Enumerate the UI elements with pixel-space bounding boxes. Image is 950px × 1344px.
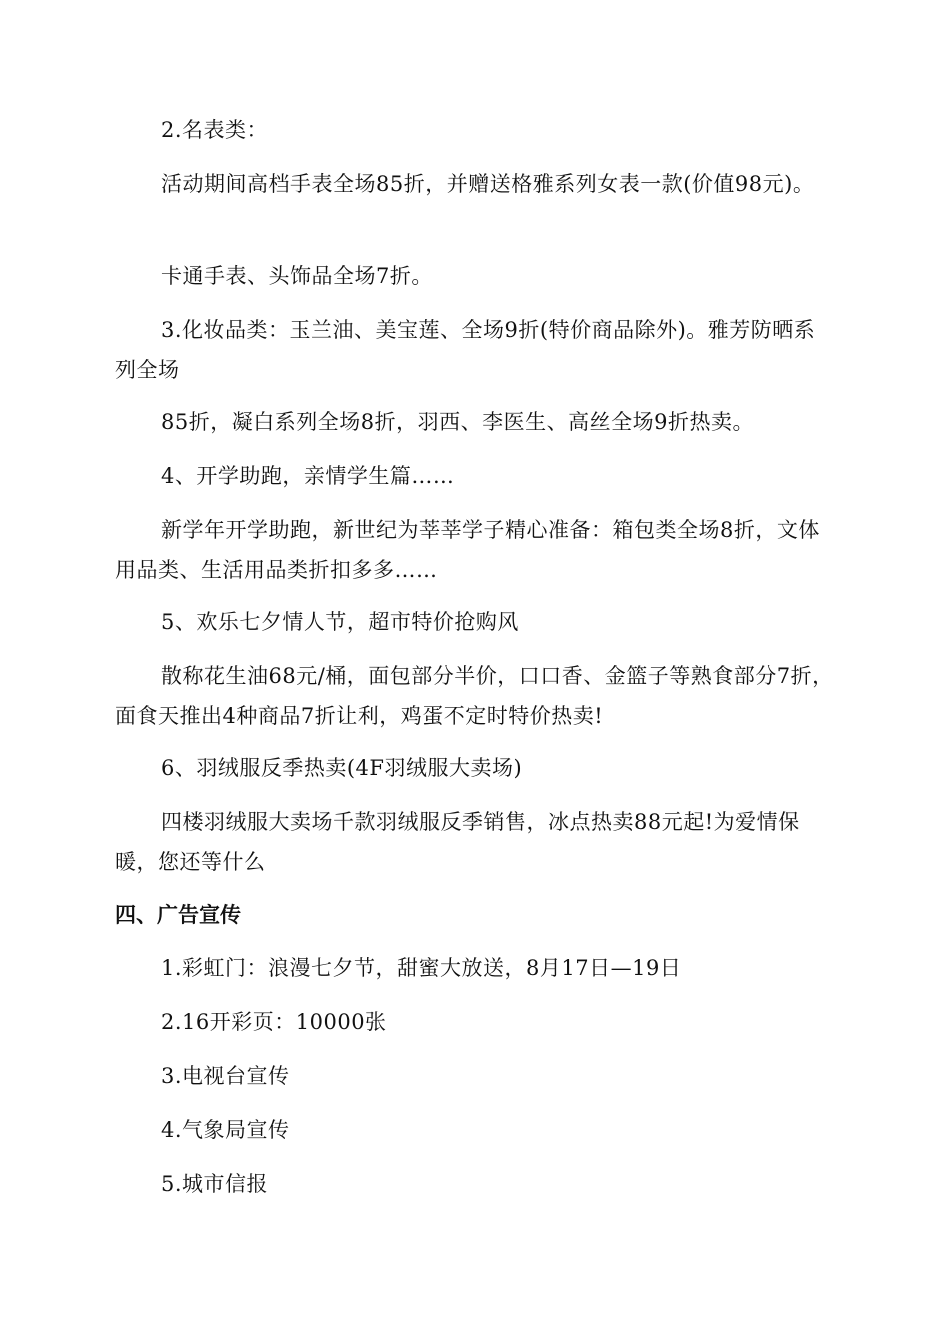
paragraph-school-promo: 新学年开学助跑，新世纪为莘莘学子精心准备：箱包类全场8折，文体用品类、生活用品类折扣多多…… [115,518,820,582]
paragraph-downjacket-heading: 6、羽绒服反季热卖(4F羽绒服大卖场) [161,756,523,780]
paragraph-watches-heading: 2.名表类： [161,118,269,142]
ad-item-weather-bureau: 4.气象局宣传 [161,1118,290,1142]
paragraph-downjacket-promo: 四楼羽绒服大卖场千款羽绒服反季销售，冰点热卖88元起!为爱情保暖，您还等什么 [115,810,800,874]
ad-item-color-pages: 2.16开彩页：10000张 [161,1010,387,1034]
paragraph-watches-promo: 活动期间高档手表全场85折，并赠送格雅系列女表一款(价值98元)。 [161,172,815,196]
section-heading-advertising: 四、广告宣传 [115,903,241,927]
paragraph-cosmetics-continued: 85折，凝白系列全场8折，羽西、李医生、高丝全场9折热卖。 [161,410,754,434]
paragraph-qixi-promo: 散称花生油68元/桶，面包部分半价，口口香、金篮子等熟食部分7折，面食天推出4种商品7折让利，鸡蛋不定时特价热卖! [115,664,834,728]
ad-item-tv: 3.电视台宣传 [161,1064,290,1088]
ad-item-rainbow-gate: 1.彩虹门：浪漫七夕节，甜蜜大放送，8月17日—19日 [161,956,682,980]
paragraph-cartoon-watches: 卡通手表、头饰品全场7折。 [161,264,433,288]
paragraph-school-heading: 4、开学助跑，亲情学生篇…… [161,464,455,488]
ad-item-city-newspaper: 5.城市信报 [161,1172,269,1196]
paragraph-cosmetics: 3.化妆品类：玉兰油、美宝莲、全场9折(特价商品除外)。雅芳防晒系列全场 [115,318,816,382]
paragraph-qixi-heading: 5、欢乐七夕情人节，超市特价抢购风 [161,610,519,634]
